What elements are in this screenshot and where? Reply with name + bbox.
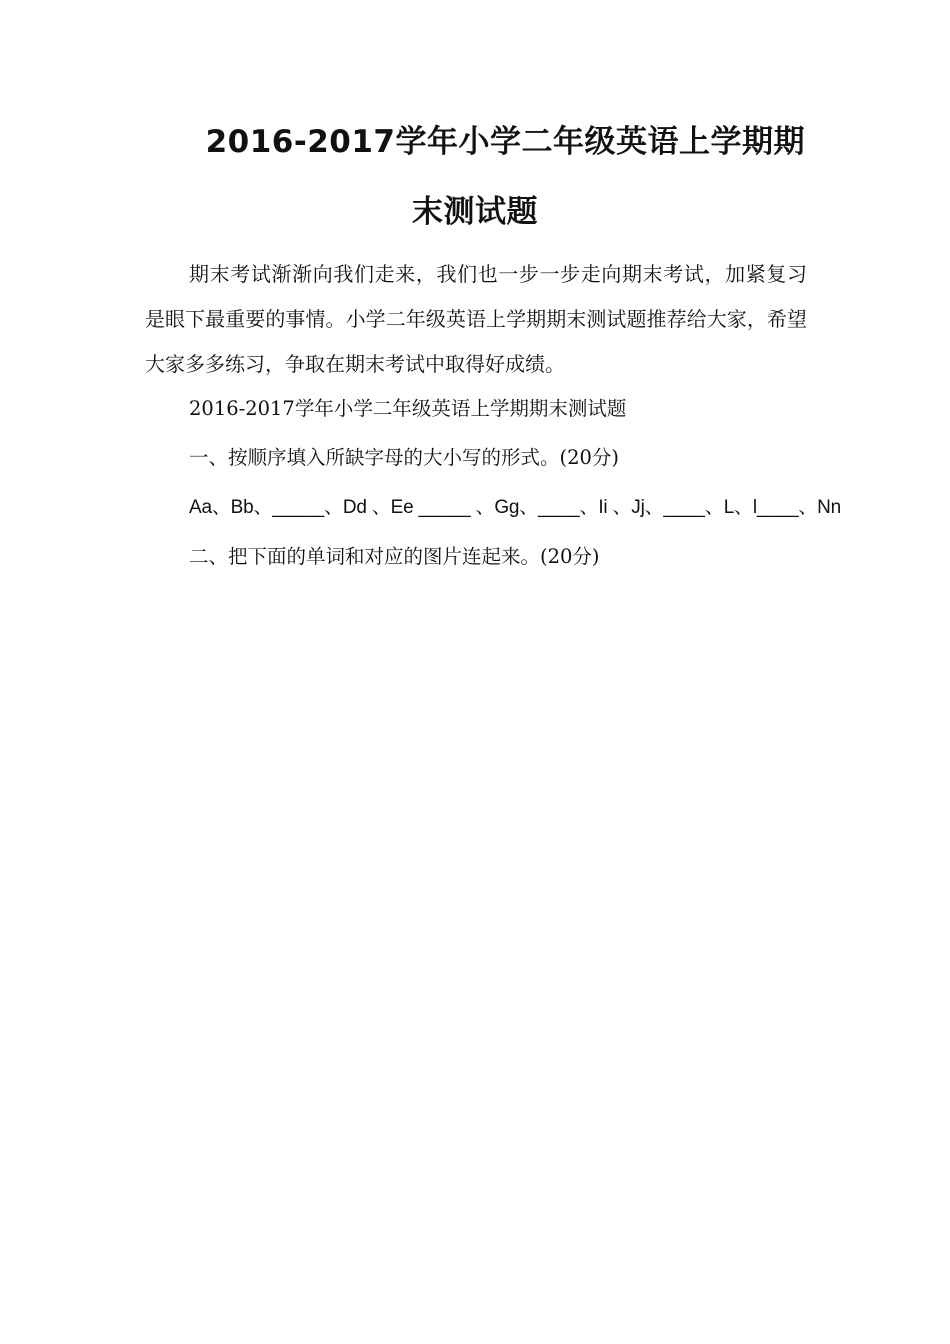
intro-paragraph: 期末考试渐渐向我们走来，我们也一步一步走向期末考试，加紧复习是眼下最重要的事情。小学二年级英语上学期期末测试题推荐给大家，希望大家多多练习，争取在期末考试中取得好成绩。 <box>145 262 807 376</box>
document-title-line-1: 2016-2017学年小学二年级英语上学期期 <box>205 124 805 160</box>
alphabet-fill-in-line: Aa、Bb、_____、Dd 、Ee _____ 、Gg、____、Ii 、Jj、____、L、l____、Nn <box>189 497 842 518</box>
exam-subtitle: 2016-2017学年小学二年级英语上学期期末测试题 <box>189 397 627 420</box>
section-1-heading: 一、按顺序填入所缺字母的大小写的形式。(20分) <box>189 446 620 469</box>
section-2-heading: 二、把下面的单词和对应的图片连起来。(20分) <box>189 545 600 568</box>
document-title-line-2: 末测试题 <box>412 194 538 230</box>
